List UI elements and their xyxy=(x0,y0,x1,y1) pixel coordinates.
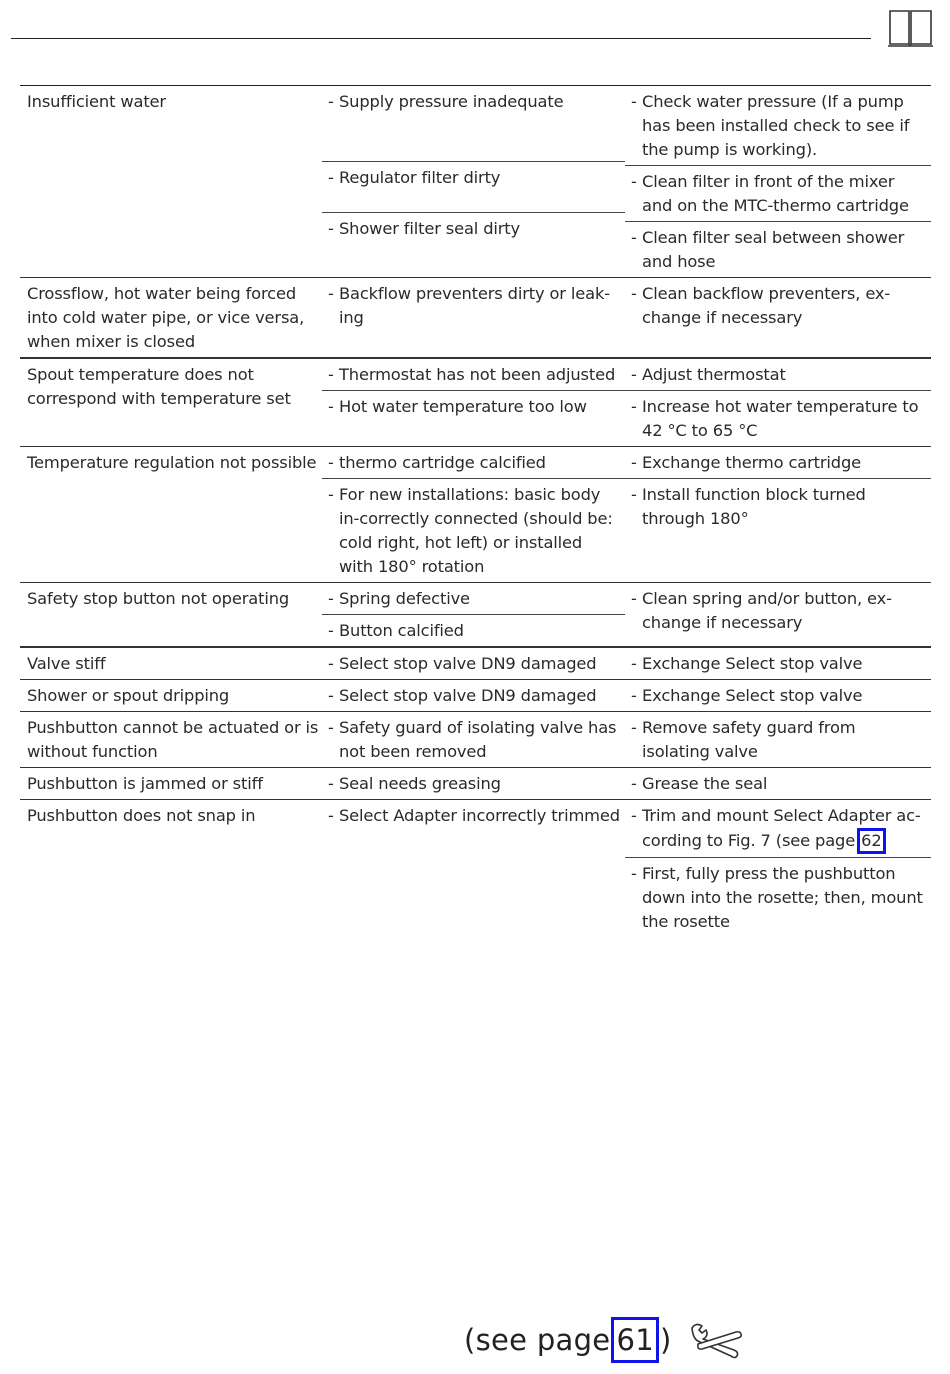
fault-cell: Valve stiff xyxy=(27,654,106,673)
footer-prefix: (see page xyxy=(464,1323,611,1357)
fault-cell: Pushbutton does not snap in xyxy=(27,806,256,825)
remedy-item: - Adjust thermostat xyxy=(625,359,931,390)
remedy-item: - Grease the seal xyxy=(625,768,931,799)
remedy-cell xyxy=(625,648,931,679)
remedy-item: - Increase hot water temperature to 42 °C to 65 °C xyxy=(625,390,931,446)
table-row xyxy=(20,86,931,278)
remedy-item: - Trim and mount Select Adapter ac-cording to Fig. 7 (see page 62 xyxy=(625,800,931,857)
cause-item: - Seal needs greasing xyxy=(322,768,625,799)
header-rule xyxy=(11,38,871,39)
fault-cell: Safety stop button not operating xyxy=(27,589,290,608)
remedy-cell xyxy=(625,583,931,646)
cause-item: - Button calcified xyxy=(322,614,625,646)
cause-cell xyxy=(322,278,625,357)
cause-cell xyxy=(322,86,625,277)
table-row xyxy=(20,278,931,359)
cause-item: - Backflow preventers dirty or leak-ing xyxy=(322,278,625,333)
table-row xyxy=(20,800,931,937)
remedy-item: - Exchange Select stop valve xyxy=(625,648,931,679)
troubleshooting-table xyxy=(20,85,931,937)
remedy-cell xyxy=(625,278,931,357)
cause-item: - Hot water temperature too low xyxy=(322,390,625,422)
open-book-icon xyxy=(887,8,935,48)
fault-cell: Insufficient water xyxy=(27,92,166,111)
remedy-item: - Clean spring and/or button, ex-change if necessary xyxy=(625,583,931,638)
cause-cell xyxy=(322,359,625,446)
remedy-item: - Remove safety guard from isolating valve xyxy=(625,712,931,767)
fault-cell: Crossflow, hot water being forced into cold water pipe, or vice versa, when mixer is closed xyxy=(27,284,305,351)
table-row xyxy=(20,648,931,680)
cause-cell xyxy=(322,648,625,679)
remedy-item: - Check water pressure (If a pump has been installed check to see if the pump is working). xyxy=(625,86,931,165)
footer-page-link[interactable]: 61 xyxy=(611,1317,659,1363)
remedy-item: - Exchange Select stop valve xyxy=(625,680,931,711)
fault-cell: Spout temperature does not correspond with temperature set xyxy=(27,365,291,408)
remedy-item: - Clean filter in front of the mixer and on the MTC-thermo cartridge xyxy=(625,165,931,221)
remedy-cell xyxy=(625,800,931,937)
cause-item: - Thermostat has not been adjusted xyxy=(322,359,625,390)
cause-cell xyxy=(322,800,625,937)
fault-cell: Pushbutton cannot be actuated or is without function xyxy=(27,718,319,761)
remedy-item: - Clean filter seal between shower and hose xyxy=(625,221,931,277)
fault-cell: Pushbutton is jammed or stiff xyxy=(27,774,263,793)
fault-cell: Shower or spout dripping xyxy=(27,686,230,705)
cause-item: - Spring defective xyxy=(322,583,625,614)
remedy-cell xyxy=(625,359,931,446)
footer-reference xyxy=(464,1312,744,1368)
cause-item: - Shower filter seal dirty xyxy=(322,212,625,244)
remedy-item: - Exchange thermo cartridge xyxy=(625,447,931,478)
table-row xyxy=(20,359,931,447)
table-row xyxy=(20,447,931,583)
fault-cell: Temperature regulation not possible xyxy=(27,453,317,472)
remedy-cell xyxy=(625,86,931,277)
table-row xyxy=(20,583,931,648)
cause-item: - Select stop valve DN9 damaged xyxy=(322,680,625,711)
table-row xyxy=(20,768,931,800)
cause-cell xyxy=(322,583,625,646)
cause-item: - thermo cartridge calcified xyxy=(322,447,625,478)
cause-cell xyxy=(322,447,625,582)
cause-cell xyxy=(322,768,625,799)
cause-cell xyxy=(322,712,625,767)
remedy-item: - First, fully press the pushbutton down into the rosette; then, mount the rosette xyxy=(625,857,931,937)
remedy-item: - Clean backflow preventers, ex-change if necessary xyxy=(625,278,931,333)
cause-cell xyxy=(322,680,625,711)
remedy-item: - Install function block turned through 180° xyxy=(625,478,931,534)
cause-item: - Safety guard of isolating valve has not been removed xyxy=(322,712,625,767)
page-link[interactable]: 62 xyxy=(857,828,885,854)
wrench-tools-icon xyxy=(686,1320,744,1360)
remedy-cell xyxy=(625,712,931,767)
remedy-cell xyxy=(625,768,931,799)
remedy-cell xyxy=(625,680,931,711)
footer-suffix: ) xyxy=(659,1323,672,1357)
table-row xyxy=(20,680,931,712)
cause-item: - Supply pressure inadequate xyxy=(322,86,625,161)
cause-item: - For new installations: basic body in-correctly connected (should be: cold right, hot left) or installed with 180° rotation xyxy=(322,478,625,582)
table-row xyxy=(20,712,931,768)
cause-item: - Select stop valve DN9 damaged xyxy=(322,648,625,679)
cause-item: - Regulator filter dirty xyxy=(322,161,625,212)
cause-item: - Select Adapter incorrectly trimmed xyxy=(322,800,625,831)
remedy-cell xyxy=(625,447,931,582)
